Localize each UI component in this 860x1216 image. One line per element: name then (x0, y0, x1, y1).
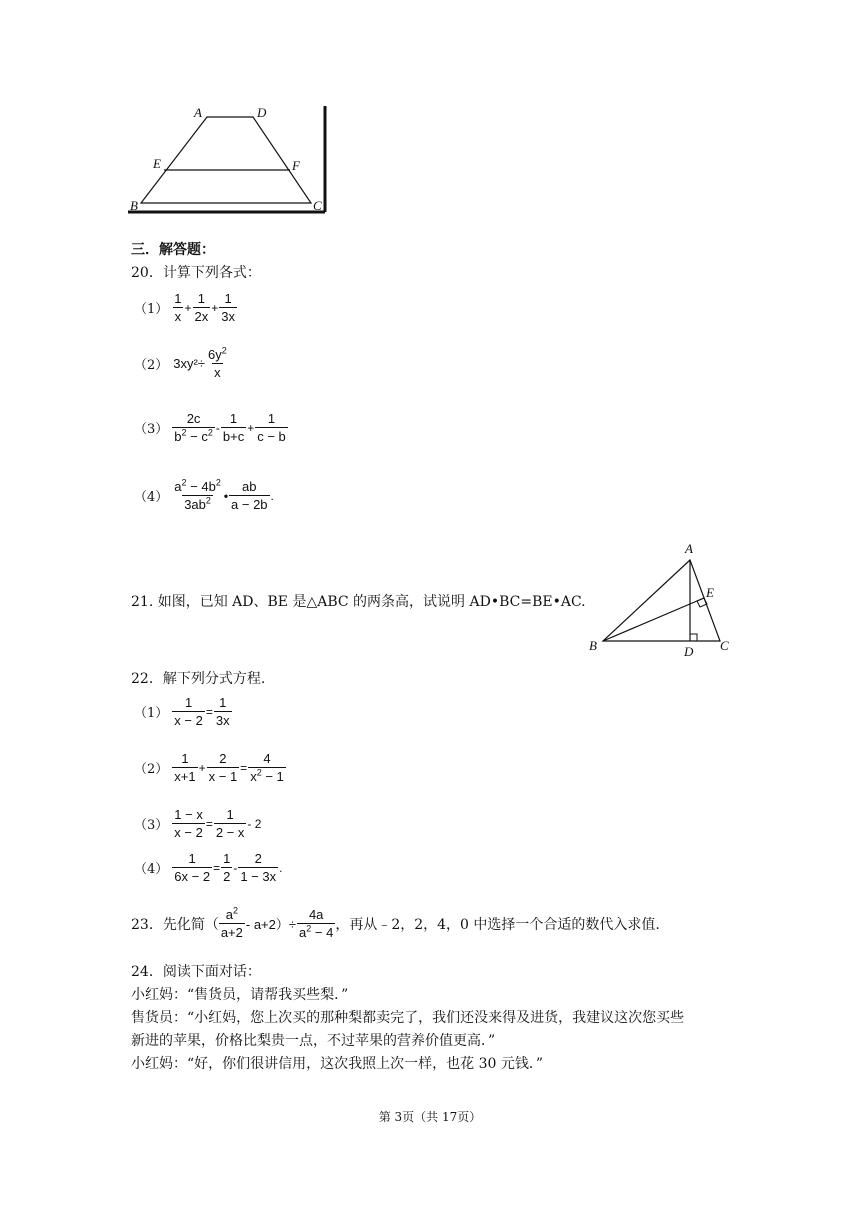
altitude-be (603, 598, 704, 641)
fraction: $\frac{4}{x^2 - 1}$ (250, 751, 284, 784)
fraction: $\frac{ab}{a - 2b}$ (231, 479, 268, 512)
fraction: $\frac{a^2}{a+2}$ (220, 905, 243, 940)
fraction: $\frac{1}{6x - 2}$ (174, 851, 211, 884)
label-c: C (313, 198, 322, 213)
q24-line-5: 小红妈：“好，你们很讲信用，这次我照上次一样，也花 30 元钱．” (131, 1056, 544, 1072)
period: . (279, 860, 283, 875)
operator: + (247, 420, 255, 435)
page-footer: 第 3页（共 17页） (378, 1110, 482, 1124)
operator: + (198, 760, 206, 775)
fraction: $\frac{1}{b+c}$ (222, 411, 245, 444)
fraction: $\frac{1}{x - 2}$ (174, 695, 203, 728)
right-angle-mark-d (690, 634, 697, 641)
label-a: A (194, 105, 202, 120)
fraction: $\frac{a^2 - 4b^2}{3ab^2}$ (174, 477, 221, 512)
item-label: （1） (134, 302, 169, 317)
trapezoid-figure (128, 100, 333, 218)
item-label: （2） (134, 762, 169, 777)
fraction: $\frac{4a}{a^2 - 4}$ (299, 907, 334, 940)
triangle-abc (603, 560, 720, 641)
fraction: $\frac{1}{3x}$ (221, 291, 236, 324)
fraction: $\frac{1}{3x}$ (215, 695, 230, 728)
triangle-figure (585, 538, 740, 658)
q24-line-4: 新进的苹果，价格比梨贵一点，不过苹果的营养价值更高．” (131, 1033, 496, 1049)
expression-lead: 3xy²÷ (173, 356, 205, 371)
q22-item-1 (134, 694, 232, 729)
fraction: $\frac{2}{1 - 3x}$ (240, 851, 277, 884)
item-label: （3） (134, 422, 169, 437)
label-b: B (130, 198, 138, 213)
equals-sign: = (205, 816, 213, 831)
fraction: $\frac{1}{2x}$ (194, 291, 209, 324)
operator: - (233, 860, 238, 875)
q20-item-1 (134, 290, 237, 325)
operator: - (215, 420, 220, 435)
fraction: $\frac{6y^2}{x}$ (207, 345, 227, 380)
equals-sign: = (240, 760, 248, 775)
label-b: B (589, 638, 597, 653)
q23-mid: - a+2）÷ (245, 917, 297, 932)
q20-item-4 (134, 478, 275, 513)
item-label: （3） (134, 818, 169, 833)
fraction: $\frac{1}{2}$ (223, 851, 231, 884)
fraction: $\frac{1}{2 - x}$ (215, 807, 245, 840)
section-title: 三．解答题： (131, 242, 215, 258)
fraction: $\frac{1}{c - b}$ (257, 411, 286, 444)
label-c: C (720, 638, 729, 653)
label-d: D (684, 644, 694, 658)
q20-item-3 (134, 410, 288, 445)
fraction: $\frac{1}{x+1}$ (174, 751, 196, 784)
label-f: F (292, 158, 300, 173)
q21-text: 21. 如图，已知 AD、BE 是△ABC 的两条高，试说明 AD•BC=BE•AC. (131, 594, 586, 610)
q20-item-2 (134, 346, 229, 381)
label-e: E (706, 585, 714, 600)
fraction: $\frac{2}{x - 1}$ (208, 751, 238, 784)
operator: + (184, 300, 192, 315)
label-d: D (257, 105, 267, 120)
item-label: （2） (134, 358, 169, 373)
q22-item-2 (134, 750, 286, 785)
operator: + (211, 300, 219, 315)
q24-line-3: 售货员：“小红妈，您上次买的那种梨都卖完了，我们还没来得及进货，我建议这次您买些 (131, 1010, 685, 1026)
equals-sign: = (205, 704, 213, 719)
item-label: （4） (134, 490, 169, 505)
fraction: $\frac{1}{x}$ (174, 291, 182, 324)
q23-tail: ，再从﹣2，2，4，0 中选择一个合适的数代入求值. (335, 916, 660, 933)
equals-sign: = (213, 860, 221, 875)
constant-term: - 2 (247, 816, 262, 831)
q22-prompt: 22．解下列分式方程. (131, 671, 266, 687)
trapezoid-abcd (141, 117, 311, 203)
label-e: E (153, 156, 161, 171)
item-label: （4） (134, 862, 169, 877)
period: . (270, 488, 274, 503)
q24-line-1: 24．阅读下面对话： (131, 964, 261, 980)
fraction: $\frac{1 - x}{x - 2}$ (174, 807, 203, 840)
q20-prompt: 20．计算下列各式： (131, 265, 261, 281)
q22-item-3 (134, 806, 262, 841)
fraction: $\frac{2c}{b^2 - c^2}$ (174, 411, 213, 444)
label-a: A (685, 541, 693, 556)
q24-line-2: 小红妈：“售货员，请帮我买些梨．” (131, 987, 349, 1003)
item-label: （1） (134, 706, 169, 721)
q22-item-4 (134, 850, 283, 885)
operator: • (223, 488, 229, 503)
q23 (131, 906, 660, 941)
q23-lead: 23．先化简（ (131, 916, 219, 933)
